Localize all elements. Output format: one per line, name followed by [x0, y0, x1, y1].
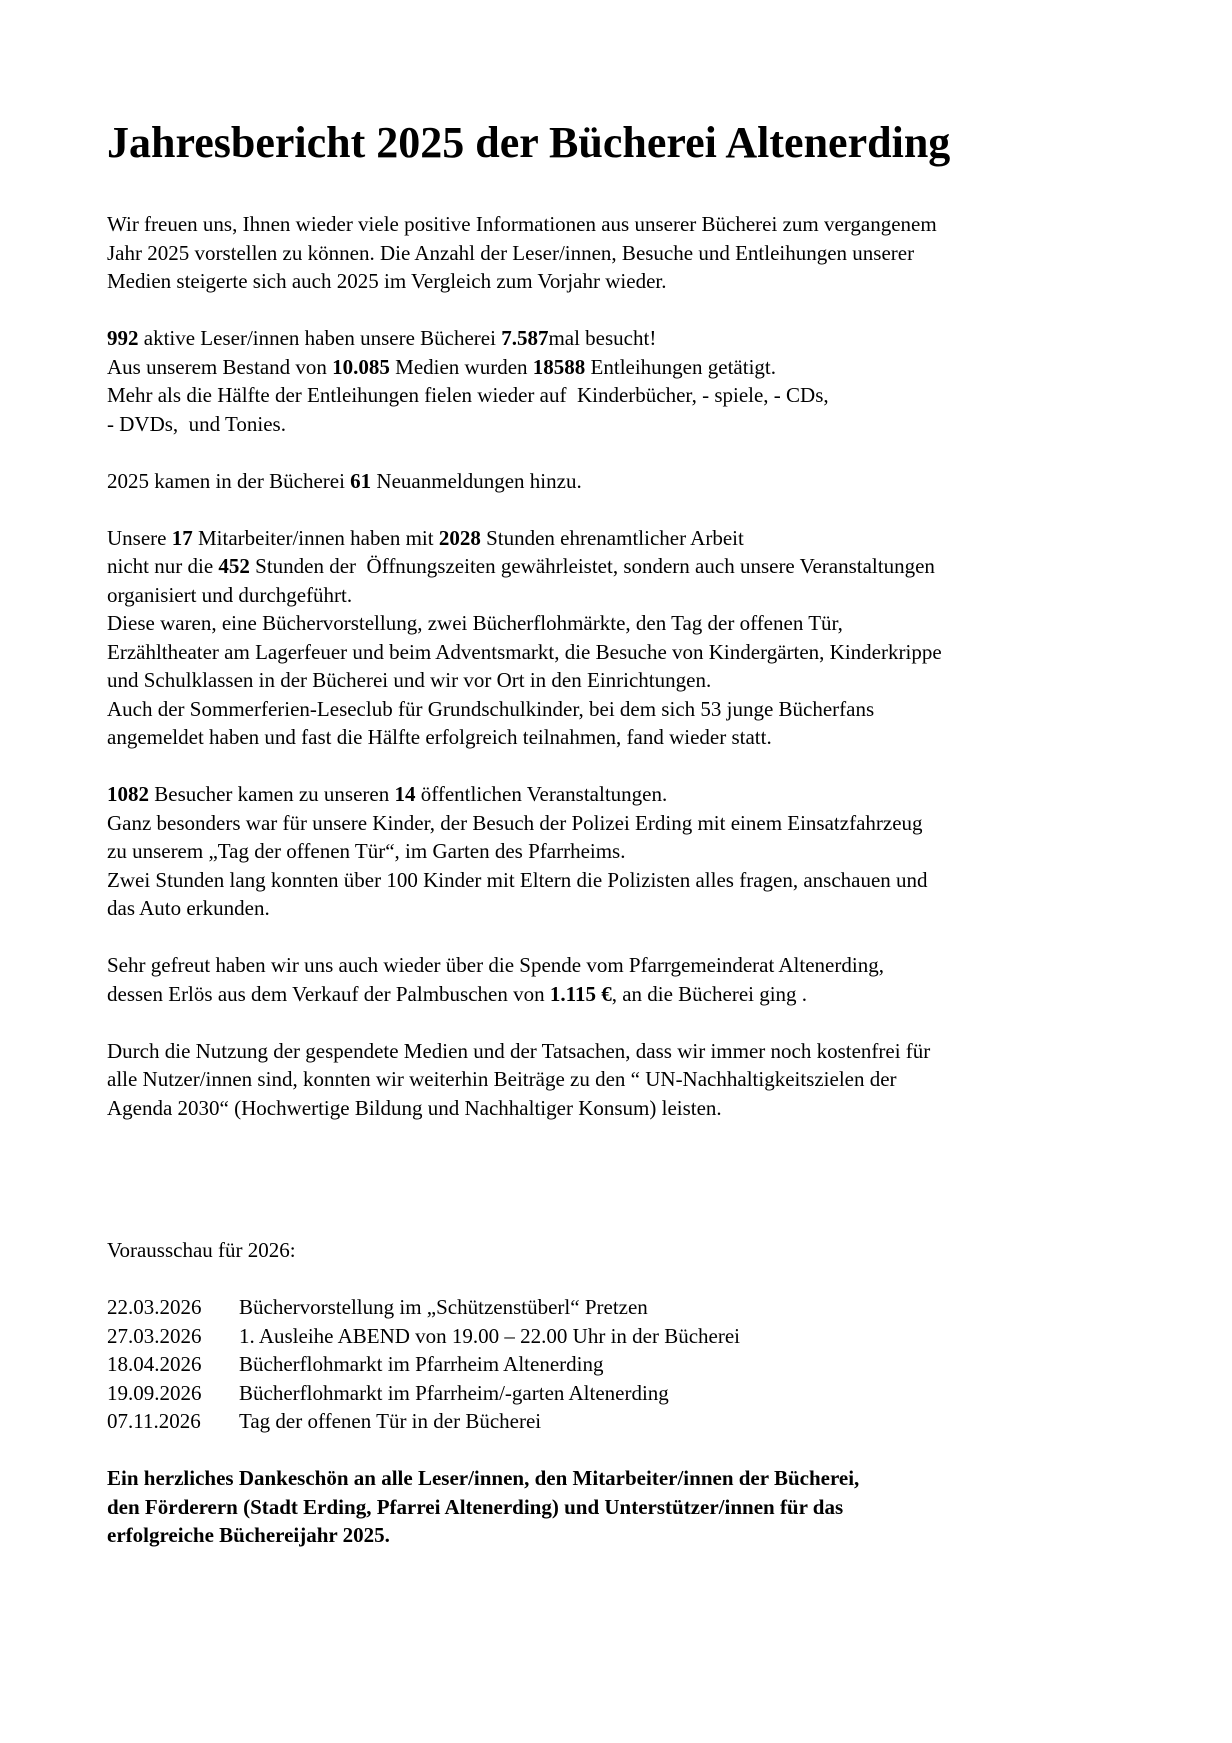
- event-line: [107, 1407, 1132, 1436]
- text-line: [107, 524, 1132, 553]
- text-segment: Zwei Stunden lang konnten über 100 Kinder mit Eltern die Polizisten alles fragen, anschauen und: [107, 867, 928, 892]
- text-line: [107, 552, 1132, 581]
- text-line: [107, 951, 1132, 980]
- text-segment: Wir freuen uns, Ihnen wieder viele positive Informationen aus unserer Bücherei zum vergangenem: [107, 212, 937, 236]
- text-segment: Durch die Nutzung der gespendete Medien und der Tatsachen, dass wir immer noch kostenfrei für: [107, 1038, 931, 1063]
- text-segment: Ein herzliches Dankeschön an alle Leser/innen, den Mitarbeiter/innen der Bücherei,: [107, 1466, 860, 1490]
- text-segment: den Förderern (Stadt Erding, Pfarrei Altenerding) und Unterstützer/innen für das: [107, 1494, 844, 1519]
- text-line: [107, 609, 1132, 638]
- event-label: Bücherflohmarkt im Pfarrheim Altenerding: [239, 1352, 604, 1376]
- bold-text-segment: 2028: [438, 525, 481, 550]
- text-segment: - DVDs, und Tonies.: [107, 411, 286, 436]
- text-segment: Agenda 2030“ (Hochwertige Bildung und Nachhaltiger Konsum) leisten.: [107, 1095, 722, 1120]
- text-segment: Ganz besonders war für unsere Kinder, der Besuch der Polizei Erding mit einem Einsatzfahrzeug: [107, 810, 923, 835]
- bold-text-segment: 61: [350, 468, 372, 493]
- bold-text-segment: 14: [394, 782, 416, 806]
- text-line: [107, 1236, 1132, 1265]
- event-date: 07.11.2026: [107, 1409, 201, 1433]
- nachhaltigkeit-paragraph: [107, 1037, 1132, 1123]
- text-segment: mal besucht!: [548, 326, 657, 350]
- event-line: [107, 1293, 1132, 1322]
- veranstaltungen-paragraph: [107, 780, 1132, 923]
- text-line: [107, 866, 1132, 895]
- text-line: [107, 1094, 1132, 1123]
- text-segment: Neuanmeldungen hinzu.: [371, 468, 582, 493]
- event-label: Bücherflohmarkt im Pfarrheim/-garten Altenerding: [239, 1380, 669, 1405]
- text-line: [107, 837, 1132, 866]
- dank-paragraph: [107, 1464, 1132, 1550]
- event-line: [107, 1322, 1132, 1351]
- text-line: [107, 666, 1132, 695]
- text-segment: dessen Erlös aus dem Verkauf der Palmbuschen von: [107, 981, 550, 1006]
- text-segment: zu unserem „Tag der offenen Tür“, im Garten des Pfarrheims.: [107, 839, 626, 863]
- vorausschau-events: [107, 1293, 1132, 1436]
- bold-text-segment: 1.115 €: [549, 981, 612, 1006]
- document-body: [107, 210, 1132, 1550]
- text-segment: Auch der Sommerferien-Leseclub für Grundschulkinder, bei dem sich 53 junge Bücherfans: [107, 696, 875, 721]
- text-segment: , an die Bücherei ging .: [611, 981, 808, 1006]
- text-line: [107, 1493, 1132, 1522]
- text-segment: angemeldet haben und fast die Hälfte erfolgreich teilnahmen, fand wieder statt.: [107, 725, 772, 749]
- text-segment: erfolgreiche Büchereijahr 2025.: [107, 1523, 390, 1547]
- event-label: 1. Ausleihe ABEND von 19.00 – 22.00 Uhr in der Bücherei: [239, 1323, 741, 1348]
- event-label: Tag der offenen Tür in der Bücherei: [239, 1409, 542, 1433]
- text-segment: aktive Leser/innen haben unsere Bücherei: [138, 326, 502, 350]
- bold-text-segment: 17: [171, 525, 193, 550]
- text-line: [107, 695, 1132, 724]
- mitarbeiter-paragraph: [107, 524, 1132, 752]
- text-line: [107, 353, 1132, 382]
- text-segment: Vorausschau für 2026:: [107, 1238, 296, 1262]
- text-segment: öffentlichen Veranstaltungen.: [415, 782, 668, 806]
- text-line: [107, 1065, 1132, 1094]
- text-segment: Jahr 2025 vorstellen zu können. Die Anzahl der Leser/innen, Besuche und Entleihungen unserer: [107, 240, 915, 265]
- text-line: [107, 581, 1132, 610]
- text-segment: nicht nur die: [107, 554, 219, 578]
- event-date: 19.09.2026: [107, 1380, 202, 1405]
- text-segment: das Auto erkunden.: [107, 896, 270, 920]
- text-line: [107, 267, 1132, 296]
- page-title: Jahresbericht 2025 der Bücherei Altenerding: [107, 118, 951, 167]
- text-segment: Besucher kamen zu unseren: [149, 782, 395, 806]
- text-line: [107, 467, 1132, 496]
- spende-paragraph: [107, 951, 1132, 1008]
- intro-paragraph: [107, 210, 1132, 296]
- text-segment: Medien steigerte sich auch 2025 im Vergleich zum Vorjahr wieder.: [107, 269, 667, 293]
- text-line: [107, 780, 1132, 809]
- bold-text-segment: 18588: [532, 354, 586, 379]
- event-line: [107, 1350, 1132, 1379]
- text-line: [107, 381, 1132, 410]
- text-segment: Entleihungen getätigt.: [585, 354, 776, 379]
- text-segment: Diese waren, eine Büchervorstellung, zwei Bücherflohmärkte, den Tag der offenen Tür,: [107, 611, 843, 635]
- text-segment: 2025 kamen in der Bücherei: [107, 468, 351, 493]
- text-line: [107, 638, 1132, 667]
- text-line: [107, 723, 1132, 752]
- event-date: 27.03.2026: [107, 1323, 202, 1348]
- event-label: Büchervorstellung im „Schützenstüberl“ Pretzen: [239, 1295, 648, 1319]
- bold-text-segment: 10.085: [332, 354, 390, 379]
- text-segment: alle Nutzer/innen sind, konnten wir weiterhin Beiträge zu den “ UN-Nachhaltigkeitszielen der: [107, 1067, 897, 1091]
- text-line: [107, 980, 1132, 1009]
- text-line: [107, 239, 1132, 268]
- bold-text-segment: 992: [107, 326, 139, 350]
- text-segment: organisiert und durchgeführt.: [107, 582, 353, 607]
- neuanmeldungen-paragraph: [107, 467, 1132, 496]
- text-line: [107, 1037, 1132, 1066]
- bold-text-segment: 7.587: [501, 326, 549, 350]
- text-segment: Stunden ehrenamtlicher Arbeit: [480, 525, 744, 550]
- text-line: [107, 894, 1132, 923]
- vorausschau-heading: [107, 1236, 1132, 1265]
- event-date: 22.03.2026: [107, 1295, 202, 1319]
- text-segment: Sehr gefreut haben wir uns auch wieder über die Spende vom Pfarrgemeinderat Altenerding,: [107, 953, 884, 977]
- text-line: [107, 1464, 1132, 1493]
- statistics-paragraph: [107, 324, 1132, 438]
- bold-text-segment: 452: [218, 554, 250, 578]
- text-segment: Stunden der Öffnungszeiten gewährleistet, sondern auch unsere Veranstaltungen: [249, 554, 935, 578]
- event-date: 18.04.2026: [107, 1352, 202, 1376]
- text-line: [107, 210, 1132, 239]
- bold-text-segment: 1082: [107, 782, 149, 806]
- text-line: [107, 809, 1132, 838]
- text-line: [107, 1521, 1132, 1550]
- text-segment: und Schulklassen in der Bücherei und wir vor Ort in den Einrichtungen.: [107, 668, 712, 692]
- text-segment: Erzähltheater am Lagerfeuer und beim Adventsmarkt, die Besuche von Kindergärten, Kinderkrippe: [107, 639, 942, 664]
- text-segment: Mitarbeiter/innen haben mit: [192, 525, 439, 550]
- event-line: [107, 1379, 1132, 1408]
- text-segment: Mehr als die Hälfte der Entleihungen fielen wieder auf Kinderbücher, - spiele, - CDs,: [107, 383, 829, 407]
- text-segment: Medien wurden: [389, 354, 533, 379]
- text-segment: Unsere: [107, 525, 172, 550]
- text-segment: Aus unserem Bestand von: [107, 354, 333, 379]
- text-line: [107, 324, 1132, 353]
- text-line: [107, 410, 1132, 439]
